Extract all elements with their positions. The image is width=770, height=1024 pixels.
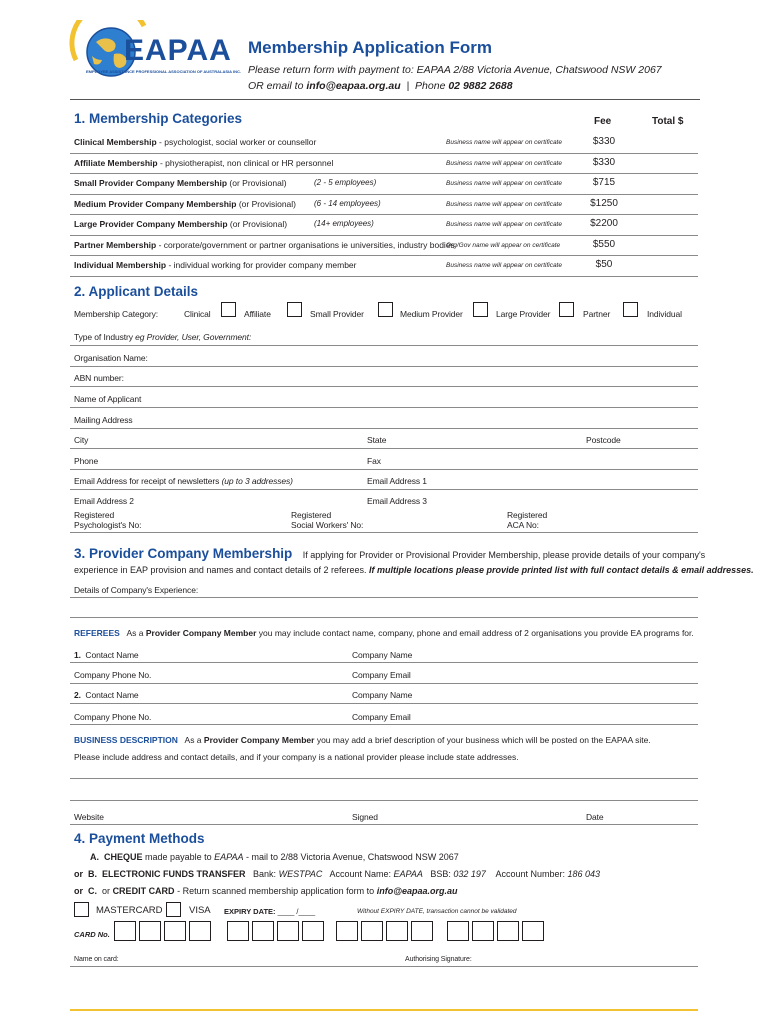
email1-line <box>70 489 698 490</box>
membership-employees: (6 - 14 employees) <box>314 198 381 208</box>
fee-column-header: Fee <box>594 116 612 127</box>
reg-psych-line-1: Registered <box>74 510 115 520</box>
ref1-line-2 <box>70 683 698 684</box>
header-line-2 <box>248 80 513 92</box>
registered-psychologist-field[interactable] <box>74 510 141 530</box>
referee-1-email-field[interactable]: Company Email <box>352 670 411 680</box>
membership-name: Affiliate Membership <box>74 157 158 168</box>
newsletter-email-field[interactable] <box>74 476 293 486</box>
referee-2-number: 2. <box>74 690 81 700</box>
membership-name: Medium Provider Company Membership <box>74 198 237 209</box>
org-line <box>70 366 698 367</box>
membership-row-name <box>74 158 333 168</box>
category-option-label: Large Provider <box>496 309 551 319</box>
header-phone: 02 9882 2688 <box>448 80 513 92</box>
payment-option-a <box>90 852 459 862</box>
membership-row[interactable] <box>70 239 700 260</box>
certificate-note: Business name will appear on certificate <box>446 159 562 167</box>
membership-desc: (or Provisional) <box>227 178 287 188</box>
referee-1-number: 1. <box>74 650 81 660</box>
logo-wordmark: EAPAA <box>124 34 232 67</box>
business-text-b: Provider Company Member <box>203 735 315 745</box>
card-digit-box[interactable] <box>336 921 358 941</box>
membership-employees: (14+ employees) <box>314 219 374 228</box>
phone-field[interactable]: Phone <box>74 456 99 466</box>
card-digit-box[interactable] <box>447 921 469 941</box>
name-on-card-field[interactable]: Name on card: <box>74 956 119 963</box>
industry-hint: eg Provider, User, Government: <box>135 332 252 342</box>
referee-2-email-field[interactable]: Company Email <box>352 712 411 722</box>
experience-line-1 <box>70 597 698 598</box>
row-rule <box>70 255 698 256</box>
postcode-field[interactable]: Postcode <box>586 435 621 445</box>
mastercard-checkbox[interactable] <box>74 902 89 917</box>
payment-option-b <box>74 869 600 879</box>
visa-label: VISA <box>189 905 211 916</box>
page-title: Membership Application Form <box>248 38 493 57</box>
category-option-label: Small Provider <box>310 309 364 319</box>
membership-row-name <box>74 240 455 250</box>
header-phone-label: Phone <box>415 80 446 92</box>
section-2-title: 2. Applicant Details <box>74 284 199 299</box>
row-rule <box>70 194 698 195</box>
category-option-label: Clinical <box>184 309 211 319</box>
card-holder-line <box>70 966 698 967</box>
newsletter-email-hint: (up to 3 addresses) <box>221 476 293 486</box>
certificate-note: Org/Gov name will appear on certificate <box>446 241 561 249</box>
membership-row[interactable] <box>70 198 700 219</box>
business-description-line-2: Please include address and contact details, and if your company is a national provider please include state addresses. <box>74 752 519 762</box>
option-c-or-2: or <box>102 886 111 896</box>
option-c-letter: C. <box>88 886 98 896</box>
card-digit-box[interactable] <box>361 921 383 941</box>
membership-fee: $330 <box>592 156 616 168</box>
industry-field[interactable] <box>74 332 251 342</box>
section-3-intro-2: experience in EAP provision and names and contact details of 2 referees. <box>74 565 367 575</box>
category-option-label: Individual <box>647 309 682 319</box>
signed-field[interactable]: Signed <box>352 812 378 822</box>
total-input[interactable] <box>635 136 697 152</box>
option-b-bsb-label: BSB: <box>430 869 451 879</box>
section-3-intro-line-2 <box>74 565 754 575</box>
header-rule <box>70 99 700 100</box>
category-checkbox[interactable] <box>623 302 638 317</box>
email-address-2-field[interactable]: Email Address 2 <box>74 496 134 506</box>
membership-row[interactable] <box>70 157 700 178</box>
referee-1-phone-field[interactable]: Company Phone No. <box>74 670 152 680</box>
option-a-text: made payable to <box>145 852 212 862</box>
city-field[interactable]: City <box>74 435 89 445</box>
membership-desc: (or Provisional) <box>227 219 288 229</box>
membership-row-name <box>74 137 316 147</box>
certificate-note: Business name will appear on certificate <box>446 221 562 228</box>
business-description-label: BUSINESS DESCRIPTION <box>74 735 178 745</box>
authorising-signature-field[interactable]: Authorising Signature: <box>405 956 472 963</box>
payment-option-c <box>74 886 458 896</box>
company-experience-field[interactable]: Details of Company's Experience: <box>74 585 199 595</box>
membership-desc: (or Provisional) <box>236 198 297 209</box>
city-line <box>70 448 698 449</box>
membership-desc: - corporate/government or partner organisations ie universities, industry bodies <box>156 239 455 250</box>
section-3-title: 3. Provider Company Membership <box>74 546 293 561</box>
certificate-note: Business name will appear on certificate <box>446 180 562 187</box>
ref2-line-2 <box>70 724 698 725</box>
email-address-3-field[interactable]: Email Address 3 <box>367 496 427 506</box>
card-digit-box[interactable] <box>386 921 408 941</box>
section-3-intro: If applying for Provider or Provisional Provider Membership, please provide details of your company's <box>302 550 706 560</box>
reg-aca-line-1: Registered <box>507 510 548 520</box>
membership-category-label: Membership Category: <box>74 309 158 319</box>
industry-label: Type of Industry <box>74 332 133 342</box>
certificate-note: Business name will appear on certificate <box>446 139 562 146</box>
referee-1-contact-field[interactable] <box>74 650 139 660</box>
card-number-label: CARD No. <box>74 930 110 939</box>
membership-desc: - physiotherapist, non clinical or HR personnel <box>157 157 334 168</box>
membership-employees: (2 - 5 employees) <box>314 178 377 187</box>
membership-fee: $2200 <box>590 218 618 229</box>
business-line-1 <box>70 778 698 779</box>
membership-name: Partner Membership <box>74 239 157 250</box>
option-b-eft: ELECTRONIC FUNDS TRANSFER <box>102 869 246 879</box>
membership-desc: - individual working for provider company member <box>166 260 357 270</box>
option-b-bank: WESTPAC <box>278 869 323 879</box>
logo-ring-text: EMPLOYEE ASSISTANCE PROFESSIONAL ASSOCIATION OF AUSTRALASIA INC. <box>86 69 241 74</box>
certificate-note: Business name will appear on certificate <box>446 262 562 269</box>
referees-text-b: Provider Company Member <box>145 628 257 638</box>
referees-text-c: you may include contact name, company, phone and email address of 2 organisations you provide EA programs for. <box>258 628 694 638</box>
option-c-or: or <box>74 886 83 896</box>
newsletter-email-label: Email Address for receipt of newsletters <box>74 476 220 486</box>
category-checkbox[interactable] <box>559 302 574 317</box>
membership-row[interactable] <box>70 136 700 157</box>
visa-checkbox[interactable] <box>166 902 181 917</box>
card-digit-box[interactable] <box>227 921 249 941</box>
expiry-label: EXPIRY DATE: <box>224 907 276 916</box>
card-digit-box[interactable] <box>277 921 299 941</box>
referees-label: REFEREES <box>74 628 120 638</box>
card-digit-box[interactable] <box>164 921 186 941</box>
membership-row-name <box>74 178 287 188</box>
membership-row-name <box>74 199 296 209</box>
option-b-or: or <box>74 869 83 879</box>
header-separator: | <box>406 80 410 92</box>
row-rule <box>70 173 698 174</box>
applicant-line <box>70 407 698 408</box>
option-b-account-name: EAPAA <box>393 869 423 879</box>
membership-name: Large Provider Company Membership <box>74 219 228 229</box>
business-text-c: you may add a brief description of your business which will be posted on the EAPAA site. <box>316 735 651 745</box>
business-line-2 <box>70 800 698 801</box>
expiry-blank: ____ /____ <box>277 907 316 916</box>
header-return-prefix: Please return form with payment to: <box>248 64 414 76</box>
category-checkbox[interactable] <box>287 302 302 317</box>
membership-name: Small Provider Company Membership <box>74 178 228 188</box>
membership-fee: $1250 <box>590 197 618 209</box>
membership-fee: $715 <box>592 177 616 188</box>
card-digit-box[interactable] <box>189 921 211 941</box>
option-c-email[interactable]: info@eapaa.org.au <box>376 886 458 896</box>
referee-2-contact-label: Contact Name <box>85 690 139 700</box>
total-input[interactable] <box>635 157 697 173</box>
membership-name: Individual Membership <box>74 260 167 270</box>
reg-psych-line-2: Psychologist's No: <box>74 520 142 530</box>
referee-1-contact-label: Contact Name <box>85 650 139 660</box>
expiry-date-field[interactable] <box>224 907 315 916</box>
ref2-line-1 <box>70 703 698 704</box>
card-digit-box[interactable] <box>114 921 136 941</box>
card-digit-box[interactable] <box>472 921 494 941</box>
business-text-a: As a <box>184 735 202 745</box>
membership-row[interactable] <box>70 259 700 280</box>
option-b-account-number: 186 043 <box>567 869 601 879</box>
membership-row-name <box>74 219 287 229</box>
total-input[interactable] <box>635 177 697 193</box>
option-a-letter: A. <box>90 852 99 862</box>
card-digit-box[interactable] <box>522 921 544 941</box>
category-option-label: Medium Provider <box>400 309 463 319</box>
expiry-note: Without EXPIRY DATE, transaction cannot be validated <box>357 908 517 915</box>
option-b-account-number-label: Account Number: <box>495 869 565 879</box>
card-digit-box[interactable] <box>411 921 433 941</box>
experience-line-2 <box>70 617 698 618</box>
referee-1-company-field[interactable]: Company Name <box>352 650 413 660</box>
mastercard-label: MASTERCARD <box>96 905 163 916</box>
category-option-label: Partner <box>583 309 611 319</box>
abn-line <box>70 386 698 387</box>
row-rule <box>70 235 698 236</box>
membership-fee: $50 <box>595 259 613 270</box>
total-input[interactable] <box>635 259 697 275</box>
industry-line <box>70 345 698 346</box>
mailing-line <box>70 428 698 429</box>
option-a-text-2: - mail to 2/88 Victoria Avenue, Chatswood NSW 2067 <box>245 852 459 862</box>
option-c-text: - Return scanned membership application form to <box>177 886 375 896</box>
reg-sw-line-1: Registered <box>291 510 332 520</box>
organisation-name-field[interactable]: Organisation Name: <box>74 353 148 363</box>
mailing-address-field[interactable]: Mailing Address <box>74 415 133 425</box>
phone-line <box>70 469 698 470</box>
membership-fee: $550 <box>592 238 616 250</box>
card-digit-box[interactable] <box>139 921 161 941</box>
applicant-name-field[interactable]: Name of Applicant <box>74 394 142 404</box>
option-a-payee: EAPAA <box>214 852 244 862</box>
referees-intro <box>74 628 694 638</box>
total-column-header: Total $ <box>652 116 684 127</box>
section-4-title: 4. Payment Methods <box>74 831 205 846</box>
total-input[interactable] <box>635 198 697 214</box>
header-email-prefix: OR email to <box>248 80 304 92</box>
header-address: EAPAA 2/88 Victoria Avenue, Chatswood NSW 2067 <box>416 64 662 76</box>
footer-gold-line <box>70 1009 698 1011</box>
ref1-line-1 <box>70 662 698 663</box>
signature-line <box>70 824 698 825</box>
business-description-intro <box>74 735 651 745</box>
membership-name: Clinical Membership <box>74 137 157 147</box>
section-3-intro-2-bold: If multiple locations please provide printed list with full contact details & email addresses. <box>369 565 754 575</box>
reg-sw-line-2: Social Workers' No: <box>291 520 364 530</box>
option-b-bank-label: Bank: <box>253 869 277 879</box>
category-checkbox[interactable] <box>473 302 488 317</box>
section-1-title: 1. Membership Categories <box>74 111 243 126</box>
header-line-1 <box>248 64 662 76</box>
row-rule <box>70 153 698 154</box>
category-option-label: Affiliate <box>244 309 271 319</box>
membership-row-name <box>74 260 357 270</box>
card-digit-box[interactable] <box>302 921 324 941</box>
total-input[interactable] <box>635 218 697 234</box>
option-b-bsb: 032 197 <box>453 869 486 879</box>
referee-2-company-field[interactable]: Company Name <box>352 690 413 700</box>
membership-row[interactable] <box>70 218 700 239</box>
website-field[interactable]: Website <box>74 812 104 822</box>
registration-line <box>70 532 698 533</box>
option-a-cheque: CHEQUE <box>104 852 143 862</box>
abn-field[interactable]: ABN number: <box>74 373 124 383</box>
category-checkbox[interactable] <box>221 302 236 317</box>
membership-desc: - psychologist, social worker or counsellor <box>156 137 317 147</box>
category-checkbox[interactable] <box>378 302 393 317</box>
option-c-credit-card: CREDIT CARD <box>112 886 175 896</box>
referee-2-contact-field[interactable] <box>74 690 139 700</box>
row-rule <box>70 214 698 215</box>
registered-social-worker-field[interactable] <box>291 510 363 530</box>
fax-field[interactable]: Fax <box>367 456 381 466</box>
row-rule <box>70 276 698 277</box>
option-b-letter: B. <box>88 869 98 879</box>
card-digit-box[interactable] <box>497 921 519 941</box>
referee-2-phone-field[interactable]: Company Phone No. <box>74 712 152 722</box>
total-input[interactable] <box>635 239 697 255</box>
membership-row[interactable] <box>70 177 700 198</box>
header-email[interactable]: info@eapaa.org.au <box>306 80 401 92</box>
date-field[interactable]: Date <box>586 812 604 822</box>
reg-aca-line-2: ACA No: <box>507 520 539 530</box>
membership-fee: $330 <box>592 136 616 147</box>
certificate-note: Business name will appear on certificate <box>446 200 562 208</box>
card-digit-box[interactable] <box>252 921 274 941</box>
registered-aca-field[interactable] <box>507 510 547 530</box>
email-address-1-field[interactable]: Email Address 1 <box>367 476 427 486</box>
option-b-account-name-label: Account Name: <box>329 869 391 879</box>
referees-text-a: As a <box>126 628 144 638</box>
section-3-header <box>74 545 704 563</box>
state-field[interactable]: State <box>367 435 387 445</box>
